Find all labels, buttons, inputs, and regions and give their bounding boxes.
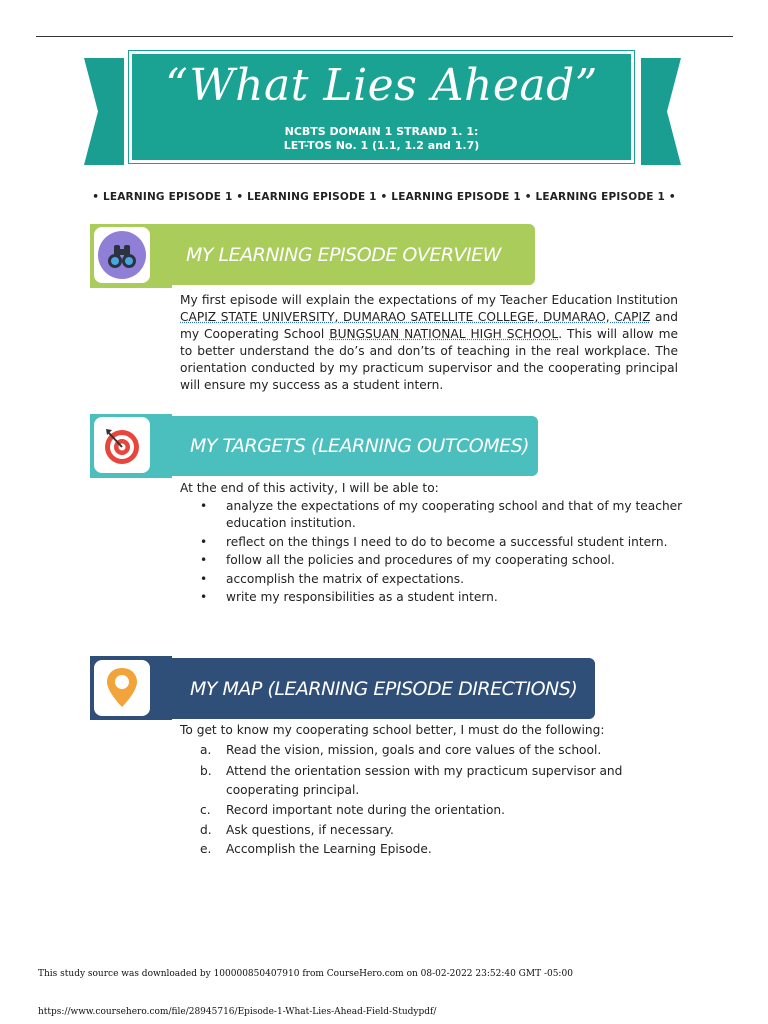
episode-strip: • LEARNING EPISODE 1 • LEARNING EPISODE 1 • LEARNING EPISODE 1 • LEARNING EPISODE 1 • xyxy=(92,191,676,203)
list-item: • reflect on the things I need to do to become a successful student intern. xyxy=(200,534,668,549)
list-item: b. Attend the orientation session with my practicum supervisor and cooperating principal. xyxy=(200,763,623,797)
bullet-marker: • xyxy=(200,534,208,549)
bullet-marker: • xyxy=(200,571,208,586)
list-item: • follow all the policies and procedures of my cooperating school. xyxy=(200,553,615,567)
targets-title: MY TARGETS (LEARNING OUTCOMES) xyxy=(190,435,530,457)
map-title: MY MAP (LEARNING EPISODE DIRECTIONS) xyxy=(190,677,578,700)
targets-icon-tile xyxy=(94,417,150,473)
top-rule xyxy=(36,36,733,37)
targets-list xyxy=(196,498,686,608)
overview-text-c: . This will allow me to better understand the do’s and don’ts of teaching in the real workplace. The orientation conducted by my practicum supervisor and the cooperating principal will ensure my success as a student intern. xyxy=(180,327,678,392)
overview-icon-tile xyxy=(94,227,150,283)
list-marker: c. xyxy=(200,803,211,817)
list-item: • write my responsibilities as a student intern. xyxy=(200,590,498,604)
source-note: This study source was downloaded by 100000850407910 from CourseHero.com on 08-02-2022 23:52:40 GMT -05:00 xyxy=(38,969,573,979)
overview-header xyxy=(90,224,535,285)
list-marker: e. xyxy=(200,842,212,856)
map-header xyxy=(90,658,595,719)
list-marker: a. xyxy=(200,743,212,757)
list-marker: b. xyxy=(200,763,212,778)
title-banner xyxy=(129,51,634,163)
binoculars-icon xyxy=(94,227,150,283)
overview-title: MY LEARNING EPISODE OVERVIEW xyxy=(186,243,501,266)
bullet-marker: • xyxy=(200,499,208,513)
list-item: • accomplish the matrix of expectations. xyxy=(200,571,465,586)
target-icon xyxy=(94,417,150,473)
map-list xyxy=(196,742,686,860)
banner-subtitle-1: NCBTS DOMAIN 1 STRAND 1. 1: xyxy=(284,125,479,138)
list-item: c. Record important note during the orientation. xyxy=(200,803,506,817)
targets-header xyxy=(90,416,538,476)
map-pin-icon xyxy=(94,660,150,716)
school-name: BUNGSUAN NATIONAL HIGH SCHOOL xyxy=(329,327,559,341)
banner-ribbon-left xyxy=(84,58,124,165)
banner-subtitle-2: LET-TOS No. 1 (1.1, 1.2 and 1.7) xyxy=(283,139,480,152)
list-item: e. Accomplish the Learning Episode. xyxy=(200,842,432,856)
map-intro: To get to know my cooperating school better, I must do the following: xyxy=(180,723,605,737)
document-title: “What Lies Ahead” xyxy=(165,60,598,111)
overview-paragraph xyxy=(180,292,678,394)
list-item: • analyze the expectations of my cooperating school and that of my teacher education institution. xyxy=(200,499,683,530)
list-item: d. Ask questions, if necessary. xyxy=(200,822,394,837)
overview-text-b: and my Cooperating School xyxy=(180,310,678,341)
source-url[interactable]: https://www.coursehero.com/file/28945716/Episode-1-What-Lies-Ahead-Field-Studypdf/ xyxy=(38,1007,437,1017)
bullet-marker: • xyxy=(200,590,208,604)
list-marker: d. xyxy=(200,822,212,837)
banner-ribbon-right xyxy=(641,58,681,165)
institution-name: CAPIZ STATE UNIVERSITY, DUMARAO SATELLITE COLLEGE, DUMARAO, CAPIZ xyxy=(180,310,651,324)
map-icon-tile xyxy=(94,660,150,716)
list-item: a. Read the vision, mission, goals and core values of the school. xyxy=(200,743,602,757)
targets-intro: At the end of this activity, I will be able to: xyxy=(180,481,439,495)
bullet-marker: • xyxy=(200,553,208,567)
overview-text-a: My first episode will explain the expectations of my Teacher Education Institution xyxy=(180,293,678,307)
